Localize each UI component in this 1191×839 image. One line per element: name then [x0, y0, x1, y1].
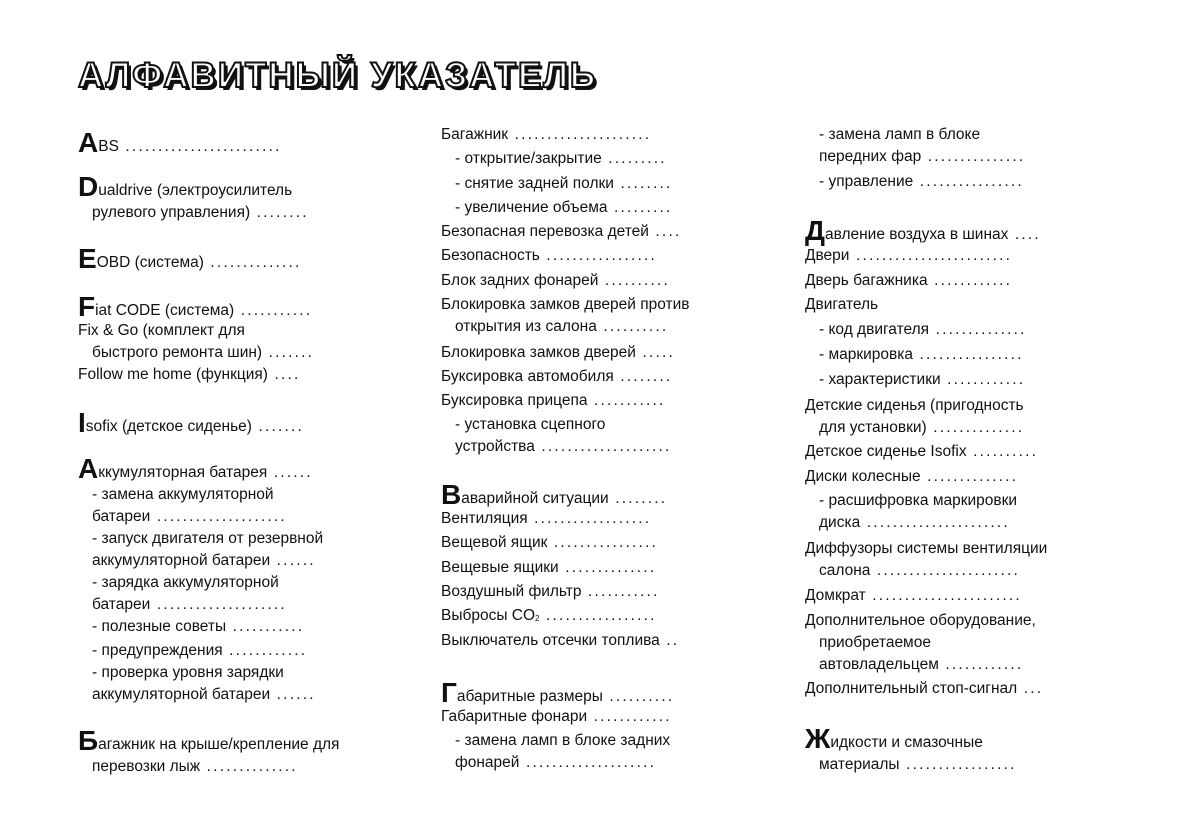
- leader-dots: ..............: [926, 419, 1025, 436]
- leader-dots: ................: [547, 534, 658, 551]
- entry-text: Блок задних фонарей: [441, 272, 599, 289]
- page-title: АЛФАВИТНЫЙ УКАЗАТЕЛЬ: [78, 56, 598, 95]
- leader-dots: ..................: [527, 510, 652, 527]
- entry-continuation: быстрого ремонта шин) .......: [92, 344, 315, 361]
- entry-text: Двигатель: [805, 296, 879, 313]
- leader-dots: ................: [913, 346, 1024, 363]
- leader-dots: ...: [1017, 680, 1044, 697]
- index-entry: [441, 581, 660, 603]
- leader-dots: ....................: [150, 596, 287, 613]
- index-entry: [78, 640, 307, 662]
- index-entry: [805, 678, 1043, 700]
- entry-text: авление воздуха в шинах: [824, 226, 1009, 243]
- index-entry: [78, 528, 323, 572]
- entry-text: Дополнительное оборудование,: [805, 612, 1036, 629]
- entry-text: Буксировка автомобиля: [441, 368, 614, 385]
- index-entry: [441, 366, 672, 388]
- entry-initial-letter: I: [78, 407, 86, 438]
- index-entry: [441, 508, 651, 530]
- entry-continuation: аккумуляторной батареи ......: [92, 686, 316, 703]
- index-entry: [805, 344, 1024, 366]
- index-entry: [805, 395, 1024, 439]
- index-entry: [805, 654, 1023, 676]
- index-entry: [441, 342, 675, 364]
- index-entry: [441, 390, 666, 412]
- entry-text: - увеличение объема: [455, 199, 608, 216]
- index-entry: [805, 319, 1027, 341]
- entry-continuation: диска ......................: [819, 514, 1010, 531]
- index-entry: [441, 706, 672, 728]
- index-entry: [441, 730, 670, 774]
- index-entry: [805, 369, 1025, 391]
- entry-text: - снятие задней полки: [455, 175, 614, 192]
- entry-text: - замена ламп в блоке задних: [455, 732, 671, 749]
- leader-dots: ..............: [929, 321, 1027, 338]
- entry-continuation: рулевого управления) ........: [92, 204, 309, 221]
- entry-text: - зарядка аккумуляторной: [92, 574, 279, 591]
- entry-continuation: материалы .................: [819, 756, 1017, 773]
- entry-initial-letter: D: [78, 171, 99, 202]
- entry-text: Вентиляция: [441, 510, 528, 527]
- index-entry: [441, 197, 673, 219]
- leader-dots: ............: [940, 371, 1026, 388]
- leader-dots: ......: [270, 552, 316, 569]
- entry-text: Детское сиденье Isofix: [805, 443, 967, 460]
- entry-text: ккумуляторная батарея: [98, 464, 268, 481]
- entry-text: Fix & Go (комплект для: [78, 322, 245, 339]
- index-entry: [805, 270, 1012, 292]
- index-entry: [78, 572, 287, 616]
- entry-text: Дверь багажника: [805, 272, 928, 289]
- leader-dots: ....................: [534, 438, 672, 455]
- leader-dots: .....: [635, 344, 675, 361]
- index-entry: [441, 532, 658, 554]
- leader-dots: ................: [913, 173, 1024, 190]
- entry-text: автовладельцем: [819, 656, 939, 673]
- leader-dots: ..............: [203, 254, 302, 271]
- index-entry: [805, 466, 1018, 488]
- leader-dots: ........: [613, 368, 673, 385]
- entry-text: Безопасность: [441, 247, 540, 264]
- leader-dots: ......................: [870, 562, 1021, 579]
- index-entry: [78, 725, 340, 778]
- leader-dots: ...........: [234, 302, 313, 319]
- leader-dots: ..............: [920, 468, 1019, 485]
- entry-continuation: батареи ....................: [92, 596, 287, 613]
- entry-subscript: 2: [535, 614, 540, 623]
- index-entry: [78, 243, 302, 274]
- entry-continuation: аккумуляторной батареи ......: [92, 552, 316, 569]
- index-entry: [78, 320, 314, 364]
- index-entry: [78, 291, 313, 322]
- entry-text: - управление: [819, 173, 914, 190]
- leader-dots: ....: [267, 366, 301, 383]
- entry-continuation: приобретаемое: [819, 634, 931, 651]
- entry-text: Домкрат: [805, 587, 866, 604]
- index-entry: [441, 124, 651, 146]
- leader-dots: ......: [270, 686, 316, 703]
- entry-text: - код двигателя: [819, 321, 930, 338]
- index-entry: [805, 610, 1036, 654]
- entry-continuation: батареи ....................: [92, 508, 287, 525]
- entry-initial-letter: В: [441, 479, 462, 510]
- leader-dots: .......: [251, 418, 304, 435]
- index-entry: [441, 414, 672, 458]
- leader-dots: ...............: [921, 148, 1026, 165]
- leader-dots: ..........: [598, 272, 670, 289]
- leader-dots: .................: [539, 247, 657, 264]
- entry-text: Дополнительный стоп-сигнал: [805, 680, 1018, 697]
- entry-text: - проверка уровня зарядки: [92, 664, 284, 681]
- index-entry: [805, 585, 1022, 607]
- entry-text: - расшифровка маркировки: [819, 492, 1018, 509]
- entry-continuation: салона ......................: [819, 562, 1021, 579]
- entry-text: - замена ламп в блоке: [819, 126, 981, 143]
- entry-text: аварийной ситуации: [461, 490, 609, 507]
- index-entry: [805, 245, 1012, 267]
- entry-text: Безопасная перевозка детей: [441, 223, 649, 240]
- entry-text: идкости и смазочные: [830, 734, 983, 751]
- leader-dots: ........: [608, 490, 668, 507]
- entry-initial-letter: Д: [805, 215, 825, 246]
- leader-dots: ....................: [150, 508, 287, 525]
- entry-continuation: перевозки лыж ..............: [92, 758, 298, 775]
- entry-text: Диффузоры системы вентиляции: [805, 540, 1048, 557]
- index-entry: [78, 453, 313, 484]
- entry-text: Габаритные фонари: [441, 708, 588, 725]
- index-entry: [805, 124, 1025, 168]
- leader-dots: ..............: [558, 559, 657, 576]
- index-entry: [805, 723, 1017, 776]
- leader-dots: .........: [601, 150, 667, 167]
- leader-dots: ..........: [602, 688, 675, 705]
- index-entry: [441, 479, 668, 510]
- index-entry: [441, 677, 675, 708]
- entry-text: BS: [98, 138, 119, 155]
- entry-initial-letter: А: [78, 453, 99, 484]
- entry-text: - открытие/закрытие: [455, 150, 602, 167]
- entry-text: Багажник: [441, 126, 509, 143]
- leader-dots: ........: [250, 204, 309, 221]
- entry-text: - запуск двигателя от резервной: [92, 530, 324, 547]
- leader-dots: ..........: [596, 318, 669, 335]
- leader-dots: ..........: [966, 443, 1039, 460]
- leader-dots: ........................: [849, 247, 1013, 264]
- entry-text: Детские сиденья (пригодность: [805, 397, 1024, 414]
- entry-text: - маркировка: [819, 346, 914, 363]
- entry-initial-letter: Ж: [805, 723, 831, 754]
- index-entry: [78, 364, 300, 386]
- index-entry: [441, 148, 667, 170]
- entry-text: Диски колесные: [805, 468, 921, 485]
- leader-dots: .........: [607, 199, 673, 216]
- leader-dots: ....: [1008, 226, 1041, 243]
- entry-text: абаритные размеры: [456, 688, 603, 705]
- index-entry: [805, 215, 1041, 246]
- entry-text: Буксировка прицепа: [441, 392, 588, 409]
- entry-text: агажник на крыше/крепление для: [98, 736, 340, 753]
- index-entry: [441, 270, 670, 292]
- index-entry: [441, 557, 656, 579]
- index-entry: [441, 605, 657, 630]
- index-entry: [805, 441, 1038, 463]
- entry-continuation: для установки) ..............: [819, 419, 1025, 436]
- leader-dots: ....: [648, 223, 682, 240]
- leader-dots: ..............: [200, 758, 298, 775]
- index-entry: [78, 407, 304, 438]
- leader-dots: ........: [613, 175, 673, 192]
- entry-initial-letter: Г: [441, 677, 457, 708]
- entry-initial-letter: F: [78, 291, 96, 322]
- leader-dots: ...........: [587, 392, 666, 409]
- index-entry: [805, 490, 1017, 534]
- entry-text: ualdrive (электроусилитель: [98, 182, 293, 199]
- index-entry: [78, 484, 287, 528]
- leader-dots: ....................: [519, 754, 657, 771]
- index-entry: [441, 245, 657, 267]
- entry-text: Выбросы CO: [441, 607, 536, 624]
- leader-dots: ......: [267, 464, 313, 481]
- leader-dots: ...........: [581, 583, 660, 600]
- index-entry: [441, 173, 673, 195]
- entry-continuation: фонарей ....................: [455, 754, 657, 771]
- entry-text: OBD (система): [96, 254, 204, 271]
- entry-continuation: открытия из салона ..........: [455, 318, 669, 335]
- entry-text: Выключатель отсечки топлива: [441, 632, 660, 649]
- leader-dots: .......................: [865, 587, 1022, 604]
- entry-text: - замена аккумуляторной: [92, 486, 274, 503]
- entry-initial-letter: A: [78, 127, 99, 158]
- leader-dots: ..: [659, 632, 680, 649]
- leader-dots: ............: [938, 656, 1024, 673]
- entry-text: Блокировка замков дверей против: [441, 296, 690, 313]
- index-entry: [805, 538, 1047, 582]
- entry-text: Follow me home (функция): [78, 366, 268, 383]
- entry-initial-letter: E: [78, 243, 97, 274]
- leader-dots: ............: [927, 272, 1013, 289]
- leader-dots: ......................: [860, 514, 1010, 531]
- leader-dots: ............: [222, 642, 308, 659]
- entry-text: - полезные советы: [92, 618, 227, 635]
- leader-dots: ...........: [226, 618, 305, 635]
- entry-text: Вещевые ящики: [441, 559, 559, 576]
- index-entry: [78, 171, 309, 224]
- index-entry: [78, 127, 282, 158]
- entry-continuation: передних фар ...............: [819, 148, 1026, 165]
- entry-text: iat CODE (система): [95, 302, 235, 319]
- leader-dots: .......: [262, 344, 315, 361]
- entry-text: sofix (детское сиденье): [85, 418, 252, 435]
- leader-dots: .....................: [508, 126, 652, 143]
- index-entry: [441, 630, 679, 652]
- leader-dots: .................: [539, 607, 657, 624]
- entry-text: Воздушный фильтр: [441, 583, 582, 600]
- leader-dots: ........................: [118, 138, 282, 155]
- index-entry: [78, 662, 316, 706]
- index-entry: [441, 221, 681, 243]
- entry-text: Вещевой ящик: [441, 534, 548, 551]
- index-entry: [805, 171, 1024, 193]
- entry-text: - установка сцепного: [455, 416, 606, 433]
- leader-dots: ............: [587, 708, 672, 725]
- entry-text: - предупреждения: [92, 642, 223, 659]
- index-entry: [805, 294, 878, 316]
- leader-dots: .................: [899, 756, 1017, 773]
- index-entry: [78, 616, 304, 638]
- index-entry: [441, 294, 690, 338]
- entry-continuation: устройства ....................: [455, 438, 672, 455]
- entry-initial-letter: Б: [78, 725, 99, 756]
- entry-text: - характеристики: [819, 371, 941, 388]
- entry-text: Двери: [805, 247, 850, 264]
- entry-text: Блокировка замков дверей: [441, 344, 636, 361]
